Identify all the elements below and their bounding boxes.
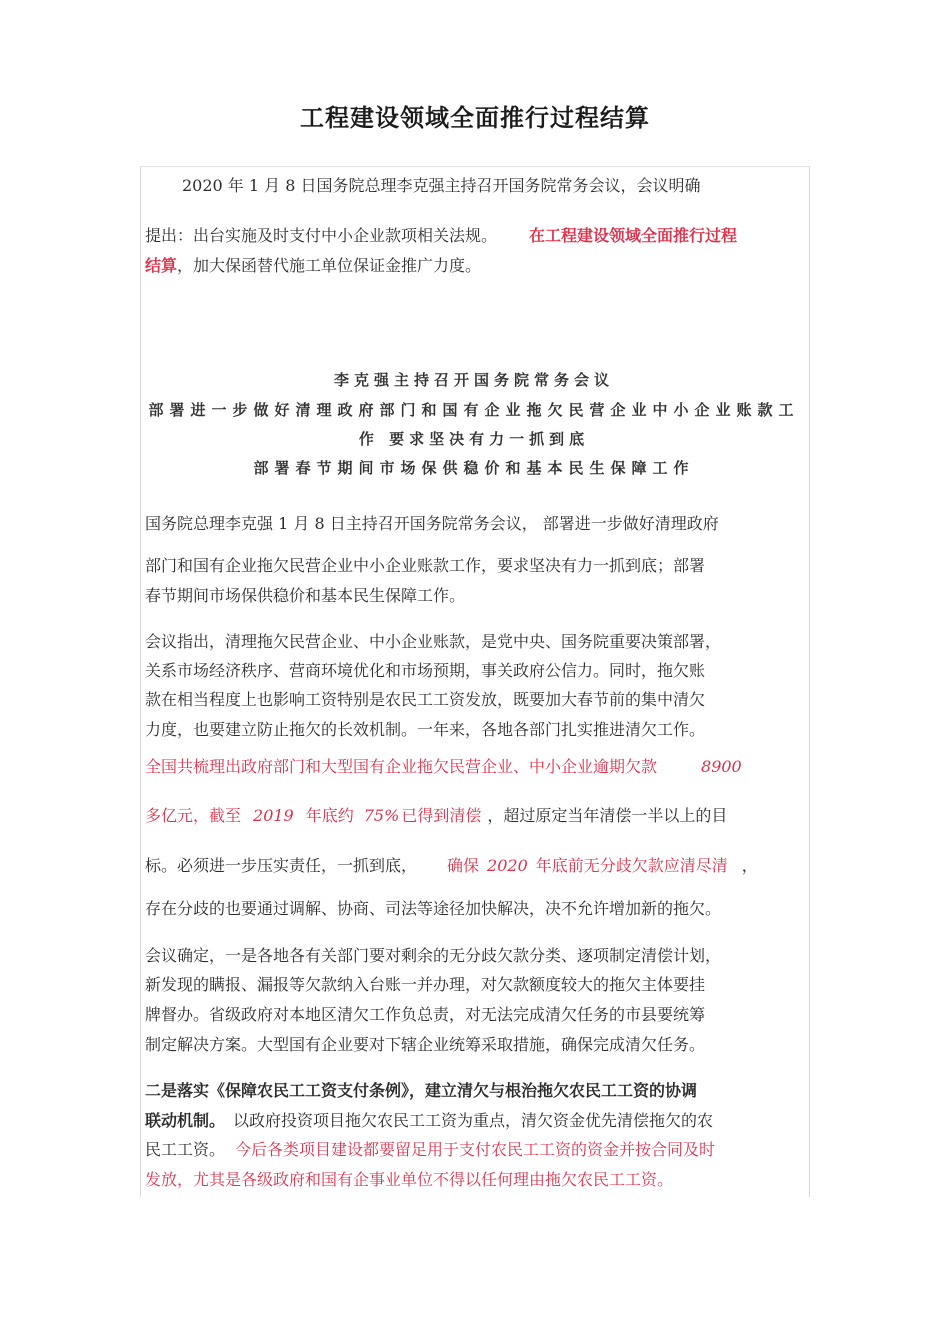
p1-line-3: 春节期间市场保供稳价和基本民生保障工作。 — [145, 586, 466, 605]
p4-line-4: 发放，尤其是各级政府和国有企事业单位不得以任何理由拖欠农民工工资。 — [145, 1170, 674, 1189]
headline-4: 部署春节期间市场保供稳价和基本民生保障工作 — [253, 459, 695, 477]
p2-line-3: 款在相当程度上也影响工资特别是农民工工资发放，既要加大春节前的集中清欠 — [145, 690, 706, 709]
p2-line-5: 全国共梳理出政府部门和大型国有企业拖欠民营企业、中小企业逾期欠款 8900 — [145, 757, 742, 776]
p2-line-7: 标。必须进一步压实责任，一抓到底， 确保 2020 年底前无分歧欠款应清尽清 ， — [145, 856, 758, 875]
page-title: 工程建设领域全面推行过程结算 — [300, 104, 650, 132]
p4-line-3: 民工工资。 今后各类项目建设都要留足用于支付农民工工资的资金并按合同及时 — [145, 1140, 716, 1159]
headline-3: 作 要求坚决有力一抓到底 — [358, 430, 590, 448]
p2-line-2: 关系市场经济秩序、营商环境优化和市场预期，事关政府公信力。同时，拖欠账 — [145, 661, 706, 680]
intro-highlight: 在工程建设领域全面推行过程 — [529, 226, 738, 245]
p3-line-1: 会议确定，一是各地各有关部门要对剩余的无分歧欠款分类、逐项制定清偿计划， — [145, 946, 722, 965]
p1-line-1: 国务院总理李克强 1 月 8 日主持召开国务院常务会议， 部署进一步做好清理政府 — [145, 514, 719, 533]
p4-line-1: 二是落实《保障农民工工资支付条例》，建立清欠与根治拖欠农民工工资的协调 — [145, 1081, 698, 1100]
p3-line-4: 制定解决方案。大型国有企业要对下辖企业统筹采取措施，确保完成清欠任务。 — [145, 1035, 706, 1054]
p2-line-6: 多亿元，截至 2019 年底约 75% 已得到清偿 ，超过原定当年清偿一半以上的目 — [145, 806, 728, 825]
p3-line-2: 新发现的瞒报、漏报等欠款纳入台账一并办理，对欠款额度较大的拖欠主体要挂 — [145, 975, 706, 994]
p2-line-4: 力度，也要建立防止拖欠的长效机制。一年来，各地各部门扎实推进清欠工作。 — [145, 720, 706, 739]
p1-line-2: 部门和国有企业拖欠民营企业中小企业账款工作，要求坚决有力一抓到底；部署 — [145, 556, 706, 575]
p3-line-3: 牌督办。省级政府对本地区清欠工作负总责，对无法完成清欠任务的市县要统筹 — [145, 1005, 706, 1024]
p2-line-1: 会议指出，清理拖欠民营企业、中小企业账款，是党中央、国务院重要决策部署， — [145, 632, 722, 651]
headline-1: 李克强主持召开国务院常务会议 — [333, 371, 614, 389]
p2-line-8: 存在分歧的也要通过调解、协商、司法等途径加快解决，决不允许增加新的拖欠。 — [145, 899, 722, 918]
p4-line-2: 联动机制。 以政府投资项目拖欠农民工工资为重点，清欠资金优先清偿拖欠的农 — [145, 1111, 714, 1130]
headline-2: 部署进一步做好清理政府部门和国有企业拖欠民营企业中小企业账款工 — [148, 401, 800, 419]
intro-line-2: 提出：出台实施及时支付中小企业款项相关法规。 在工程建设领域全面推行过程 — [145, 226, 738, 245]
intro-line-1: 2020 年 1 月 8 日国务院总理李克强主持召开国务院常务会议，会议明确 — [182, 176, 701, 195]
intro-line-3: 结算，加大保函替代施工单位保证金推广力度。 — [145, 256, 482, 275]
